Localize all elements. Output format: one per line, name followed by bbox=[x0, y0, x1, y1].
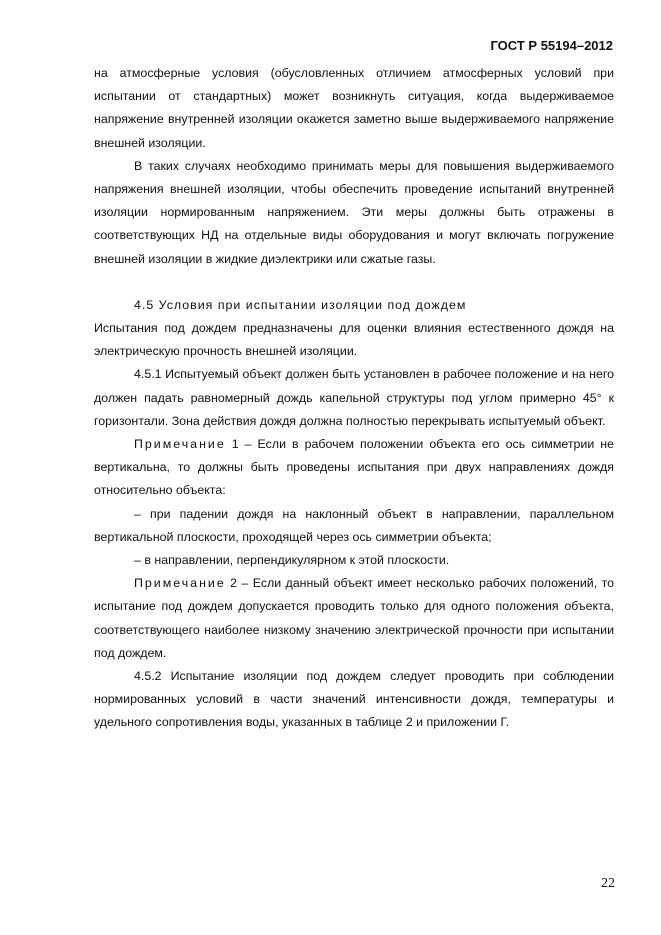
note-label: Примечание bbox=[134, 437, 226, 452]
paragraph: 4.5.1 Испытуемый объект должен быть установлен в рабочее положение и на него должен падать равномерный дождь капельной структуры под углом примерно 45° к горизонтали. Зона действия дождя должна полностью перекрывать испытуемый объект. bbox=[94, 367, 614, 428]
document-number: ГОСТ Р 55194–2012 bbox=[490, 38, 613, 53]
section-title: 4.5 Условия при испытании изоляции под дождем bbox=[134, 297, 467, 312]
note-1 bbox=[94, 433, 614, 503]
page-number: 22 bbox=[601, 876, 615, 891]
paragraph: В таких случаях необходимо принимать меры для повышения выдерживаемого напряжения внешней изоляции, чтобы обеспечить проведение испытаний внутренней изоляции нормированным напряжением. Эти меры должны быть отражены в соответствующих НД на отдельные виды оборудования и могут включать погружение внешней изоляции в жидкие диэлектрики или сжатые газы. bbox=[94, 158, 614, 266]
paragraph: Испытания под дождем предназначены для оценки влияния естественного дождя на электрическую прочность внешней изоляции. bbox=[94, 321, 614, 359]
list-item: – в направлении, перпендикулярном к этой плоскости. bbox=[134, 553, 450, 568]
spacer bbox=[94, 271, 614, 294]
list-item: – при падении дождя на наклонный объект в направлении, параллельном вертикальной плоскости, проходящей через ось симметрии объекта; bbox=[94, 506, 614, 544]
note-text: 1 – Если в рабочем положении объекта его ось симметрии не вертикальна, то должны быть проведены испытания при двух направлениях дождя относительно объекта: bbox=[94, 437, 614, 498]
note-text: 2 – Если данный объект имеет несколько рабочих положений, то испытание под дождем допускается проводить только для одного положения объекта, соответствующего наиболее низкому значению электрической прочности при испытании под дождем. bbox=[94, 576, 614, 660]
paragraph: на атмосферные условия (обусловленных отличием атмосферных условий при испытании от стандартных) может возникнуть ситуация, когда выдерживаемое напряжение внутренней изоляции окажется заметно выше выдерживаемого напряжение внешней изоляции. bbox=[94, 66, 614, 150]
page-body bbox=[94, 62, 614, 735]
note-label: Примечание bbox=[134, 576, 226, 591]
paragraph: 4.5.2 Испытание изоляции под дождем следует проводить при соблюдении нормированных условий в части значений интенсивности дождя, температуры и удельного сопротивления воды, указанных в таблице 2 и приложении Г. bbox=[94, 669, 614, 730]
note-2 bbox=[94, 572, 614, 665]
